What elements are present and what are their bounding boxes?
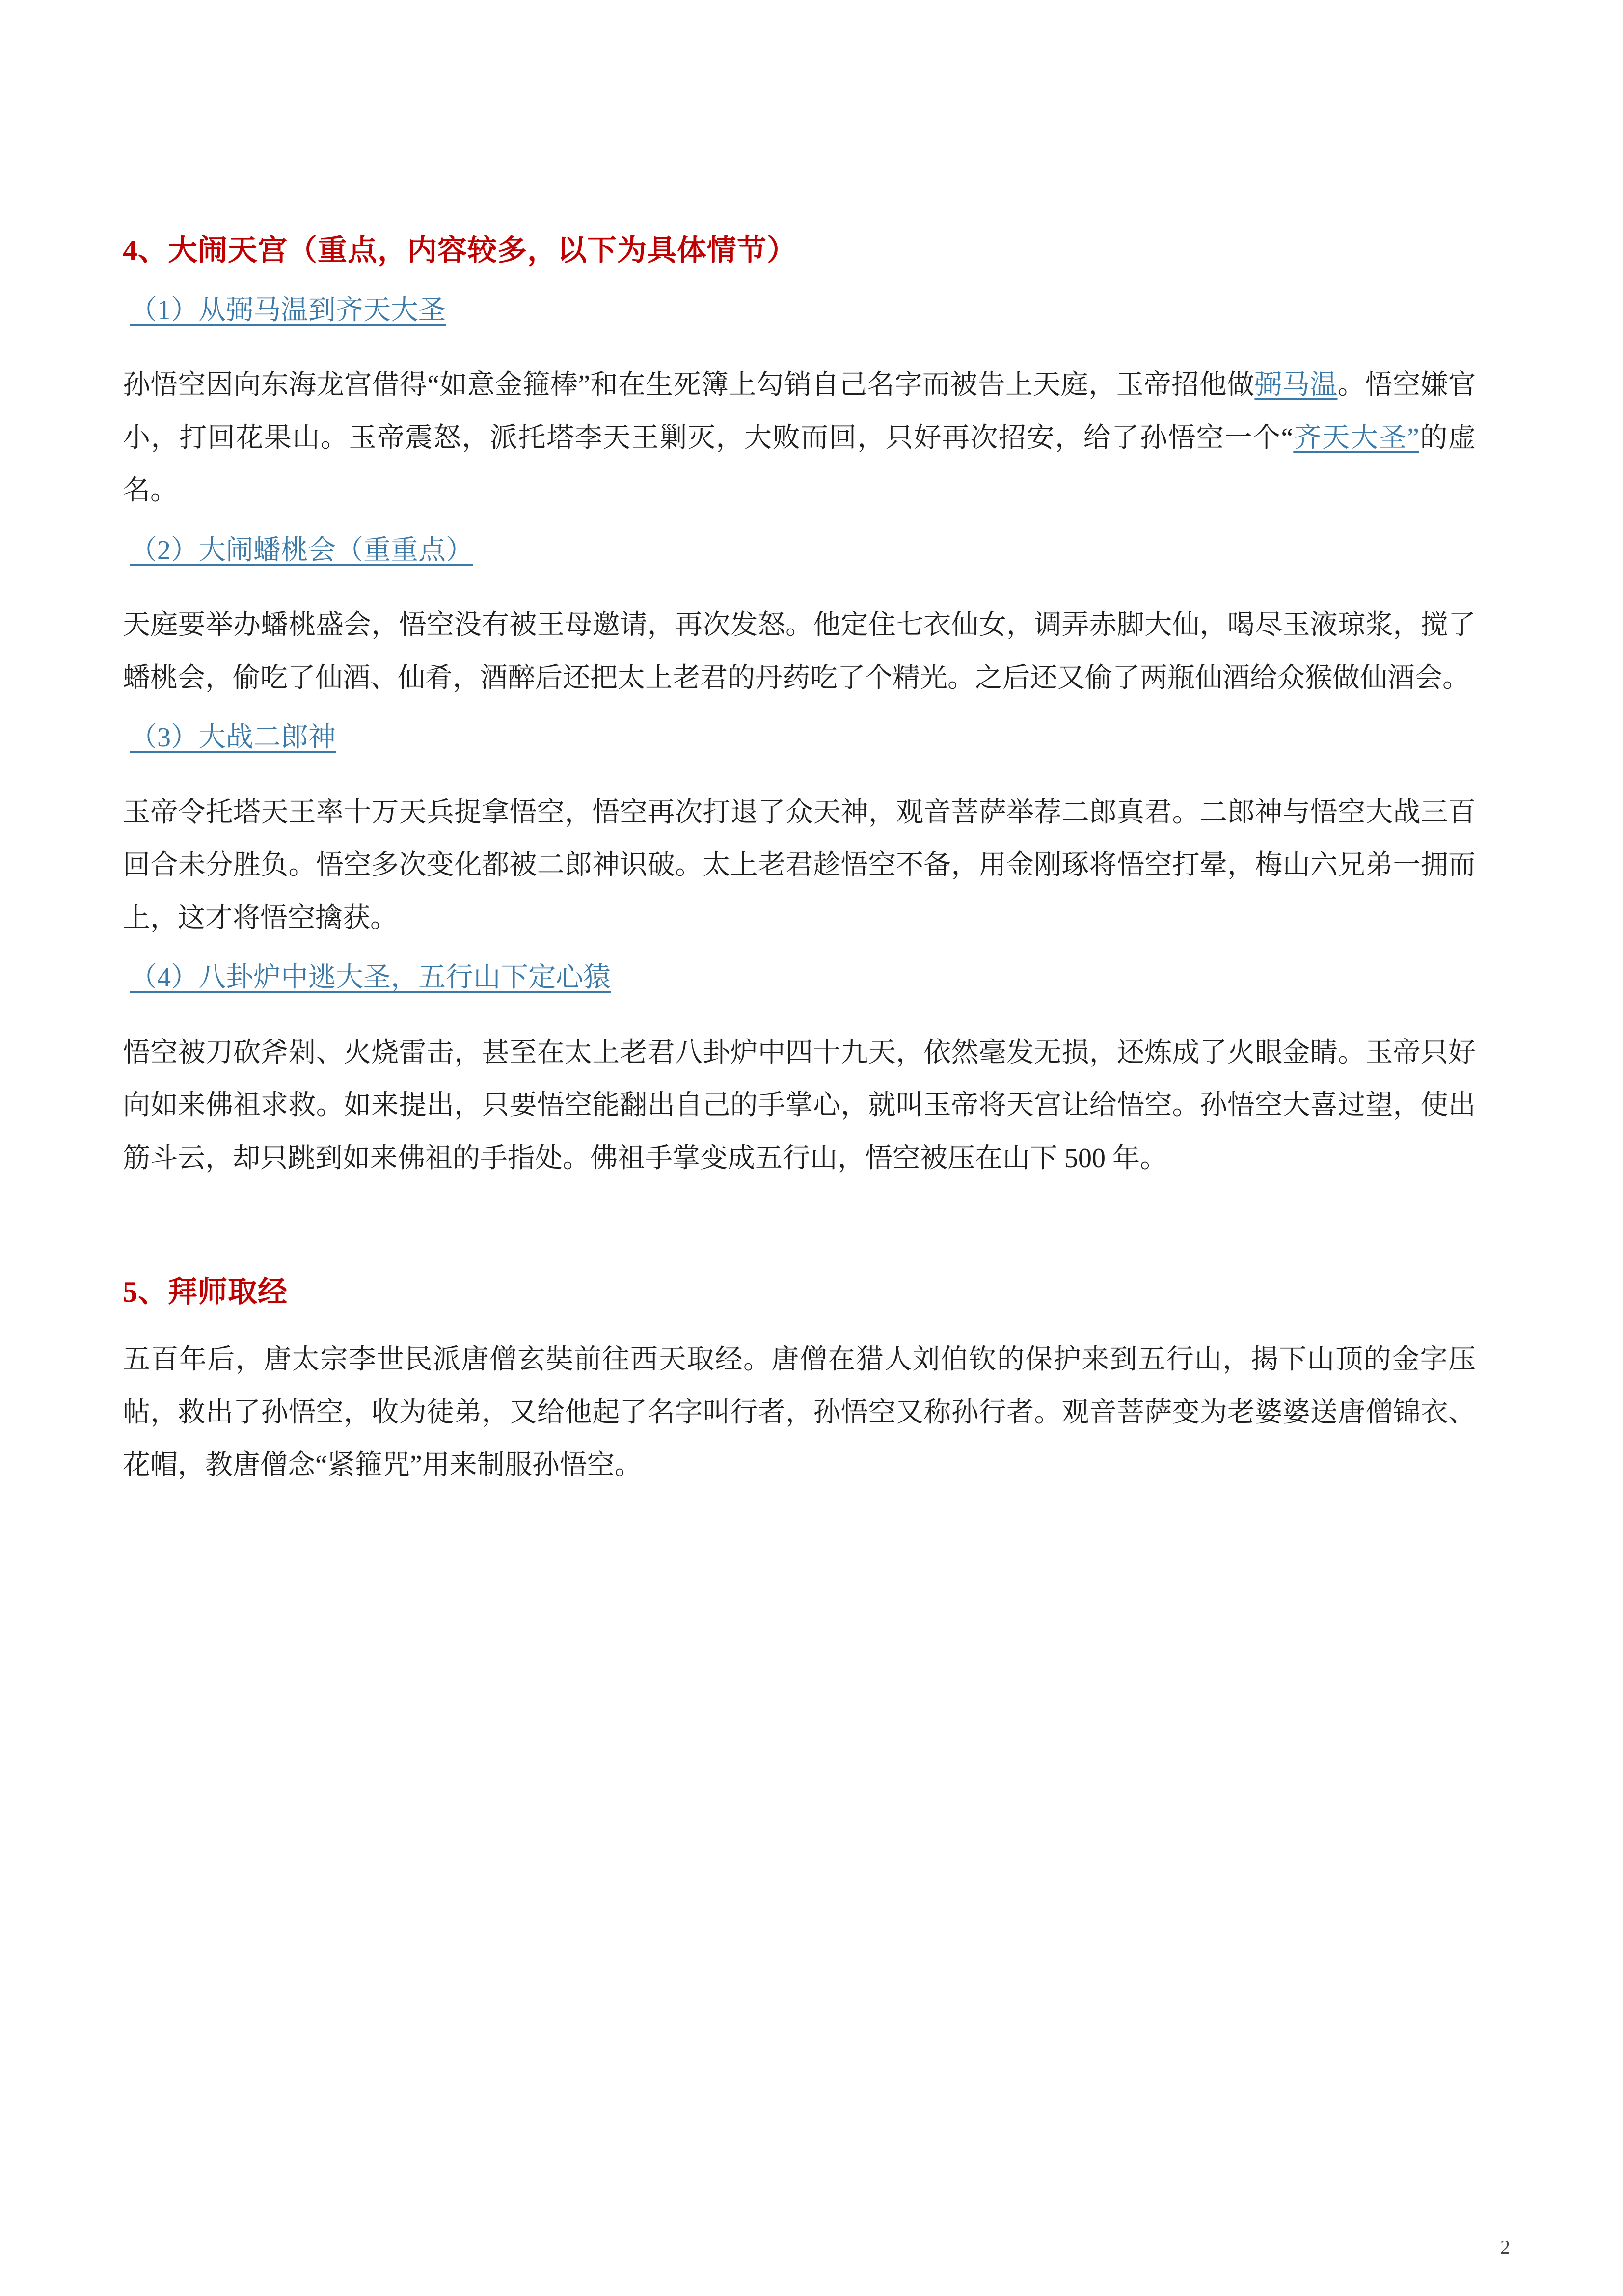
text-run: 。悟空嫌官小，打回花果山。玉帝震怒，派托塔李天王剿灭，大败而回，只好再次招安，给了孙悟空一个“ bbox=[123, 370, 1476, 453]
subsection-4-3-heading: （3）大战二郎神 bbox=[130, 722, 336, 753]
subsection-4-3-heading-wrap bbox=[118, 718, 1476, 773]
subsection-4-4-heading-wrap bbox=[118, 958, 1476, 1013]
section-5 bbox=[118, 1272, 1476, 1492]
paragraph-4-3-1 bbox=[123, 787, 1476, 945]
subsection-4-1-heading-wrap bbox=[118, 291, 1476, 346]
text-run: 天庭要举办蟠桃盛会，悟空没有被王母邀请，再次发怒。他定住七衣仙女，调弄赤脚大仙，喝尽玉液琼浆，搅了蟠桃会，偷吃了仙酒、仙肴，酒醉后还把太上老君的丹药吃了个精光。之后还又偷了两瓶仙酒给众猴做仙酒会。 bbox=[123, 610, 1476, 693]
link-run-biwawen[interactable]: 弼马温 bbox=[1254, 370, 1338, 401]
subsection-4-4-heading: （4）八卦炉中逃大圣，五行山下定心猿 bbox=[130, 962, 611, 993]
subsection-4-2-heading: （2）大闹蟠桃会（重重点） bbox=[130, 535, 473, 566]
section-5-heading: 5、拜师取经 bbox=[123, 1276, 288, 1309]
paragraph-4-1-1 bbox=[123, 359, 1476, 518]
text-run: 的虚名。 bbox=[123, 422, 1476, 506]
subsection-4-2-heading-wrap bbox=[118, 531, 1476, 586]
section-gap bbox=[118, 1199, 1476, 1272]
paragraph-4-2-1 bbox=[123, 599, 1476, 705]
paragraph-5-0-1 bbox=[123, 1334, 1476, 1492]
page-top-artifact bbox=[0, 0, 74, 29]
section-4-heading: 4、大闹天宫（重点，内容较多，以下为具体情节） bbox=[123, 234, 797, 267]
section-4 bbox=[118, 231, 1476, 1185]
paragraph-4-4-1 bbox=[123, 1027, 1476, 1185]
text-run: 孙悟空因向东海龙宫借得“如意金箍棒”和在生死簿上勾销自己名字而被告上天庭，玉帝招他做 bbox=[123, 370, 1255, 401]
subsection-4-1-heading: （1）从弼马温到齐天大圣 bbox=[130, 295, 446, 326]
text-run: 悟空被刀砍斧剁、火烧雷击，甚至在太上老君八卦炉中四十九天，依然毫发无损，还炼成了火眼金睛。玉帝只好向如来佛祖求救。如来提出，只要悟空能翻出自己的手掌心，就叫玉帝将天宫让给悟空。孙悟空大喜过望，使出筋斗云，却只跳到如来佛祖的手指处。佛祖手掌变成五行山，悟空被压在山下 500 年。 bbox=[123, 1037, 1476, 1174]
link-run-qitiandasheng[interactable]: 齐天大圣” bbox=[1293, 422, 1419, 453]
page-number: 2 bbox=[1500, 2236, 1510, 2258]
text-run: 玉帝令托塔天王率十万天兵捉拿悟空，悟空再次打退了众天神，观音菩萨举荐二郎真君。二郎神与悟空大战三百回合未分胜负。悟空多次变化都被二郎神识破。太上老君趁悟空不备，用金刚琢将悟空打晕，梅山六兄弟一拥而上，这才将悟空擒获。 bbox=[123, 797, 1476, 933]
text-run: 五百年后，唐太宗李世民派唐僧玄奘前往西天取经。唐僧在猎人刘伯钦的保护来到五行山，揭下山顶的金字压帖，救出了孙悟空，收为徒弟，又给他起了名字叫行者，孙悟空又称孙行者。观音菩萨变为老婆婆送唐僧锦衣、花帽，教唐僧念“紧箍咒”用来制服孙悟空。 bbox=[123, 1344, 1476, 1481]
